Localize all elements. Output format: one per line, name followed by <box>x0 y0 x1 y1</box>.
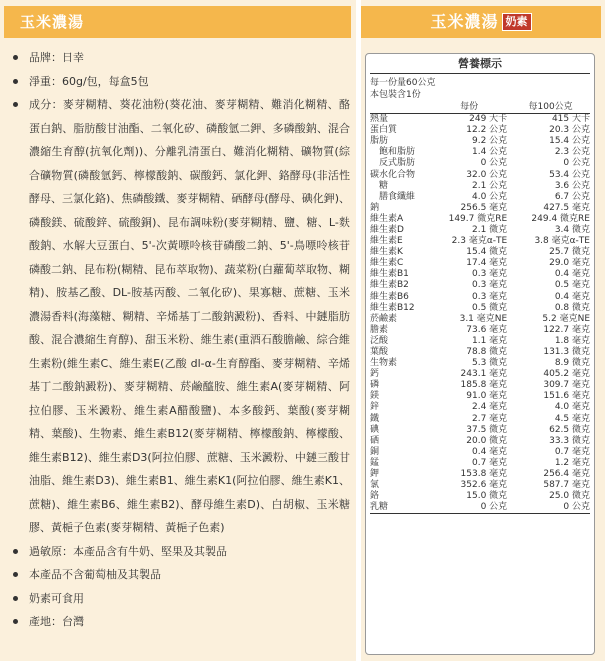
nutrient-row <box>370 347 590 358</box>
nutrient-row <box>370 214 590 225</box>
info-no-grapefruit: 本產品不含葡萄柚及其製品 <box>12 563 350 587</box>
nutrient-row <box>370 114 590 126</box>
per-100g-header: 每100公克 <box>511 101 590 114</box>
per-serving-value: 2.4 毫克 <box>472 402 508 413</box>
nutrient-row <box>370 269 590 280</box>
nutrient-row <box>370 480 590 491</box>
per-serving-value: 91.0 毫克 <box>466 391 508 402</box>
nutrient-name: 鎂 <box>370 391 380 402</box>
per-100g-value: 62.5 微克 <box>549 424 590 435</box>
per-serving-value: 73.6 毫克 <box>466 324 508 335</box>
product-title-bar <box>4 6 351 38</box>
per-serving-value: 3.1 毫克NE <box>459 313 508 324</box>
per-100g-value: 249.4 微克RE <box>531 213 590 224</box>
per-100g-value: 0.4 毫克 <box>554 269 590 280</box>
per-100g-value: 0.8 微克 <box>554 302 590 313</box>
per-serving-value: 4.0 公克 <box>472 191 508 202</box>
per-100g-value: 5.2 毫克NE <box>542 313 590 324</box>
product-info-list <box>0 46 356 634</box>
per-serving-value: 2.7 毫克 <box>472 413 508 424</box>
nutrient-row <box>370 292 590 303</box>
nutrient-row <box>370 391 590 402</box>
nutrient-name: 鈣 <box>370 369 380 380</box>
per-serving-value: 0.3 毫克 <box>472 291 508 302</box>
serving-size: 每一份量60公克 <box>370 78 436 88</box>
per-100g-value: 53.4 公克 <box>549 169 590 180</box>
per-100g-value: 0.4 毫克 <box>554 291 590 302</box>
per-serving-value: 1.1 毫克 <box>472 335 508 346</box>
nutrient-name: 泛酸 <box>370 335 389 346</box>
per-100g-value: 3.6 公克 <box>554 180 590 191</box>
nutrient-row <box>370 192 590 203</box>
per-100g-value: 0.5 毫克 <box>554 280 590 291</box>
nutrient-name: 鉀 <box>370 469 380 480</box>
nutrition-product-title: 玉米濃湯 <box>430 12 499 31</box>
per-serving-value: 12.2 公克 <box>466 125 508 136</box>
per-100g-value: 4.0 毫克 <box>554 402 590 413</box>
nutrient-row <box>370 314 590 325</box>
per-serving-value: 243.1 毫克 <box>460 369 508 380</box>
info-allergens: 過敏原：本產品含有牛奶、堅果及其製品 <box>12 540 350 564</box>
per-100g-value: 20.3 公克 <box>549 125 590 136</box>
nutrient-name: 氯 <box>370 480 380 491</box>
per-serving-value: 0.5 微克 <box>472 302 508 313</box>
nutrient-name: 維生素B2 <box>370 280 409 291</box>
info-brand: 品牌：日幸 <box>12 46 350 70</box>
nutrition-panel <box>361 0 605 661</box>
per-serving-value: 352.6 毫克 <box>460 480 508 491</box>
per-serving-value: 0 公克 <box>480 158 508 169</box>
per-100g-value: 2.3 公克 <box>554 147 590 158</box>
nutrient-name: 維生素K <box>370 247 403 258</box>
nutrient-name: 鈉 <box>370 202 380 213</box>
info-vegetarian: 奶素可食用 <box>12 587 350 611</box>
per-100g-value: 3.8 毫克α-TE <box>534 236 590 247</box>
per-serving-value: 2.1 公克 <box>472 180 508 191</box>
nutrient-name: 維生素E <box>370 236 403 247</box>
per-serving-value: 256.5 毫克 <box>460 202 508 213</box>
nutrient-name: 葉酸 <box>370 347 389 358</box>
per-100g-value: 0 公克 <box>563 158 590 169</box>
servings-per-package: 本包裝含1份 <box>370 90 421 100</box>
per-100g-value: 0 公克 <box>511 502 590 514</box>
per-100g-value: 122.7 毫克 <box>543 324 590 335</box>
per-100g-value: 405.2 毫克 <box>543 369 590 380</box>
nutrient-row <box>370 325 590 336</box>
info-origin: 產地：台灣 <box>12 610 350 634</box>
per-serving-value: 15.0 微克 <box>466 491 508 502</box>
per-serving-value: 2.1 微克 <box>472 224 508 235</box>
nutrient-name: 維生素D <box>370 224 404 235</box>
nutrient-row <box>370 203 590 214</box>
per-serving-header: 每份 <box>427 101 511 114</box>
per-100g-value: 29.0 毫克 <box>549 258 590 269</box>
per-serving-value: 20.0 微克 <box>466 435 508 446</box>
per-100g-value: 6.7 公克 <box>554 191 590 202</box>
info-net-weight: 淨重：60g/包，每盒5包 <box>12 70 350 94</box>
nutrient-name: 維生素B6 <box>370 291 409 302</box>
per-serving-value: 0.3 毫克 <box>472 269 508 280</box>
nutrient-row <box>370 147 590 158</box>
nutrient-name: 碳水化合物 <box>370 169 416 180</box>
per-100g-value: 1.2 毫克 <box>554 457 590 468</box>
per-100g-value: 4.5 毫克 <box>554 413 590 424</box>
per-100g-value: 587.7 毫克 <box>543 480 590 491</box>
vegetarian-badge: 奶素 <box>502 13 532 31</box>
nutrient-name: 脂肪 <box>370 136 389 147</box>
nutrient-name: 糖 <box>379 180 389 191</box>
nutrient-name: 膳食纖維 <box>379 191 416 202</box>
nutrient-name: 磷 <box>370 380 380 391</box>
per-serving-value: 0 公克 <box>427 502 511 514</box>
divider <box>370 73 590 74</box>
nutrition-table <box>370 101 590 514</box>
nutrient-row <box>370 258 590 269</box>
per-100g-value: 25.7 微克 <box>549 247 590 258</box>
per-100g-value: 131.3 微克 <box>543 347 590 358</box>
nutrient-name: 熱量 <box>370 114 389 125</box>
nutrient-name: 維生素C <box>370 258 404 269</box>
per-serving-value: 17.4 毫克 <box>466 258 508 269</box>
nutrient-row <box>370 169 590 180</box>
nutrient-name: 飽和脂肪 <box>379 147 416 158</box>
product-title: 玉米濃湯 <box>20 13 85 31</box>
nutrition-title-bar <box>361 6 601 38</box>
per-serving-value: 32.0 公克 <box>466 169 508 180</box>
per-100g-value: 15.4 公克 <box>549 136 590 147</box>
nutrient-row <box>370 247 590 258</box>
nutrition-table-header <box>370 101 590 114</box>
nutrient-name: 乳糖 <box>370 502 427 514</box>
per-100g-value: 415 大卡 <box>551 114 590 125</box>
nutrition-label <box>365 53 595 655</box>
nutrient-row <box>370 502 590 514</box>
nutrient-name: 膽素 <box>370 324 389 335</box>
nutrient-row <box>370 303 590 314</box>
nutrient-row <box>370 125 590 136</box>
per-100g-value: 256.4 毫克 <box>543 469 590 480</box>
per-100g-value: 151.6 毫克 <box>543 391 590 402</box>
per-serving-value: 15.4 微克 <box>466 247 508 258</box>
nutrient-row <box>370 136 590 147</box>
per-100g-value: 427.5 毫克 <box>543 202 590 213</box>
per-serving-value: 37.5 微克 <box>466 424 508 435</box>
per-serving-value: 153.8 毫克 <box>460 469 508 480</box>
per-serving-value: 185.8 毫克 <box>460 380 508 391</box>
nutrient-name: 維生素B1 <box>370 269 409 280</box>
per-100g-value: 25.0 微克 <box>549 491 590 502</box>
nutrient-row <box>370 469 590 480</box>
nutrient-row <box>370 402 590 413</box>
nutrient-name: 硒 <box>370 435 380 446</box>
per-serving-value: 0.3 毫克 <box>472 280 508 291</box>
nutrient-row <box>370 458 590 469</box>
nutrient-name: 蛋白質 <box>370 125 398 136</box>
per-serving-value: 2.3 毫克α-TE <box>451 236 508 247</box>
nutrient-name: 鉻 <box>370 491 380 502</box>
per-serving-value: 149.7 微克RE <box>448 213 508 224</box>
nutrient-row <box>370 225 590 236</box>
per-serving-value: 9.2 公克 <box>472 136 508 147</box>
nutrient-row <box>370 380 590 391</box>
nutrient-row <box>370 425 590 436</box>
nutrient-row <box>370 491 590 502</box>
nutrient-name: 鐵 <box>370 413 380 424</box>
nutrient-name: 鋅 <box>370 402 380 413</box>
nutrient-name: 生物素 <box>370 358 398 369</box>
per-serving-value: 1.4 公克 <box>472 147 508 158</box>
per-100g-value: 309.7 毫克 <box>543 380 590 391</box>
nutrient-row <box>370 414 590 425</box>
per-serving-value: 0.7 毫克 <box>472 457 508 468</box>
per-100g-value: 8.9 微克 <box>554 358 590 369</box>
nutrient-name: 碘 <box>370 424 380 435</box>
per-serving-value: 78.8 微克 <box>466 347 508 358</box>
info-ingredients: 成分：麥芽糊精、葵花油粉(葵花油、麥芽糊精、難消化糊精、酪蛋白鈉、脂肪酸甘油酯、二氧化矽、磷酸氫二鉀、多磷酸鈉、混合濃縮生育醇(抗氧化劑))、分離乳清蛋白、難消化糊精、礦物質(綜合礦物質(磷酸氫鈣、檸檬酸鈉、碳酸鈣、氯化鉀、鉻酵母(非活性酵母、三氯化鉻)、焦磷酸鐵、麥芽糊精、硒酵母(酵母、碘化鉀)、磷酸鎂、硫酸鋅、硫酸銅)、昆布調味粉(麥芽糊精、鹽、糖、L-麩酸鈉、水解大豆蛋白、5'-次黃嘌呤核苷磷酸二鈉、5'-鳥嘌呤核苷磷酸二鈉、昆布粉(糊精、昆布萃取物)、蔬菜粉(白蘿蔔萃取物、糊精)、胺基乙酸、DL-胺基丙酸、二氧化矽)、果寡糖、蔗糖、玉米濃湯香料(海藻糖、糊精、辛烯基丁二酸鈉澱粉)、香料、中鏈脂肪酸、混合濃縮生育醇)、甜玉米粉、維生素(重酒石酸膽鹼、綜合維生素粉(維生素C、維生素E(乙酸 dl-α-生育醇酯、麥芽糊精、辛烯基丁二酸鈉澱粉)、麥芽糊精、菸鹼醯胺、維生素A(麥芽糊精、阿拉伯膠、玉米澱粉、維生素A醋酸鹽)、本多酸鈣、葉酸(麥芽糊精、葉酸)、生物素、維生素B12(麥芽糊精、檸檬酸鈉、檸檬酸、維生素B12)、維生素D3(阿拉伯膠、蔗糖、玉米澱粉、中鏈三酸甘油脂、維生素D3)、維生素B1、維生素K1(阿拉伯膠、維生素K1、蔗糖)、維生素B6、維生素B2)、酵母維生素D)、白胡椒、玉米糖膠、黃梔子色素(麥芽糊精、黃梔子色素) <box>12 93 350 540</box>
nutrient-name: 銅 <box>370 446 380 457</box>
nutrient-row <box>370 181 590 192</box>
per-100g-value: 3.4 微克 <box>554 224 590 235</box>
per-serving-value: 249 大卡 <box>469 114 508 125</box>
nutrition-label-title: 營養標示 <box>458 57 502 70</box>
per-serving-value: 0.4 毫克 <box>472 446 508 457</box>
per-100g-value: 1.8 毫克 <box>554 335 590 346</box>
nutrient-name: 反式脂肪 <box>379 158 416 169</box>
nutrient-name: 維生素A <box>370 213 404 224</box>
nutrient-row <box>370 358 590 369</box>
per-serving-value: 5.3 微克 <box>472 358 508 369</box>
nutrient-row <box>370 447 590 458</box>
per-100g-value: 0.7 毫克 <box>554 446 590 457</box>
nutrient-name: 維生素B12 <box>370 302 415 313</box>
nutrient-row <box>370 158 590 169</box>
nutrient-name: 菸鹼素 <box>370 313 398 324</box>
nutrient-row <box>370 280 590 291</box>
nutrient-row <box>370 436 590 447</box>
per-100g-value: 33.3 微克 <box>549 435 590 446</box>
nutrient-row <box>370 236 590 247</box>
nutrient-row <box>370 369 590 380</box>
nutrient-row <box>370 336 590 347</box>
nutrient-name: 錳 <box>370 457 380 468</box>
